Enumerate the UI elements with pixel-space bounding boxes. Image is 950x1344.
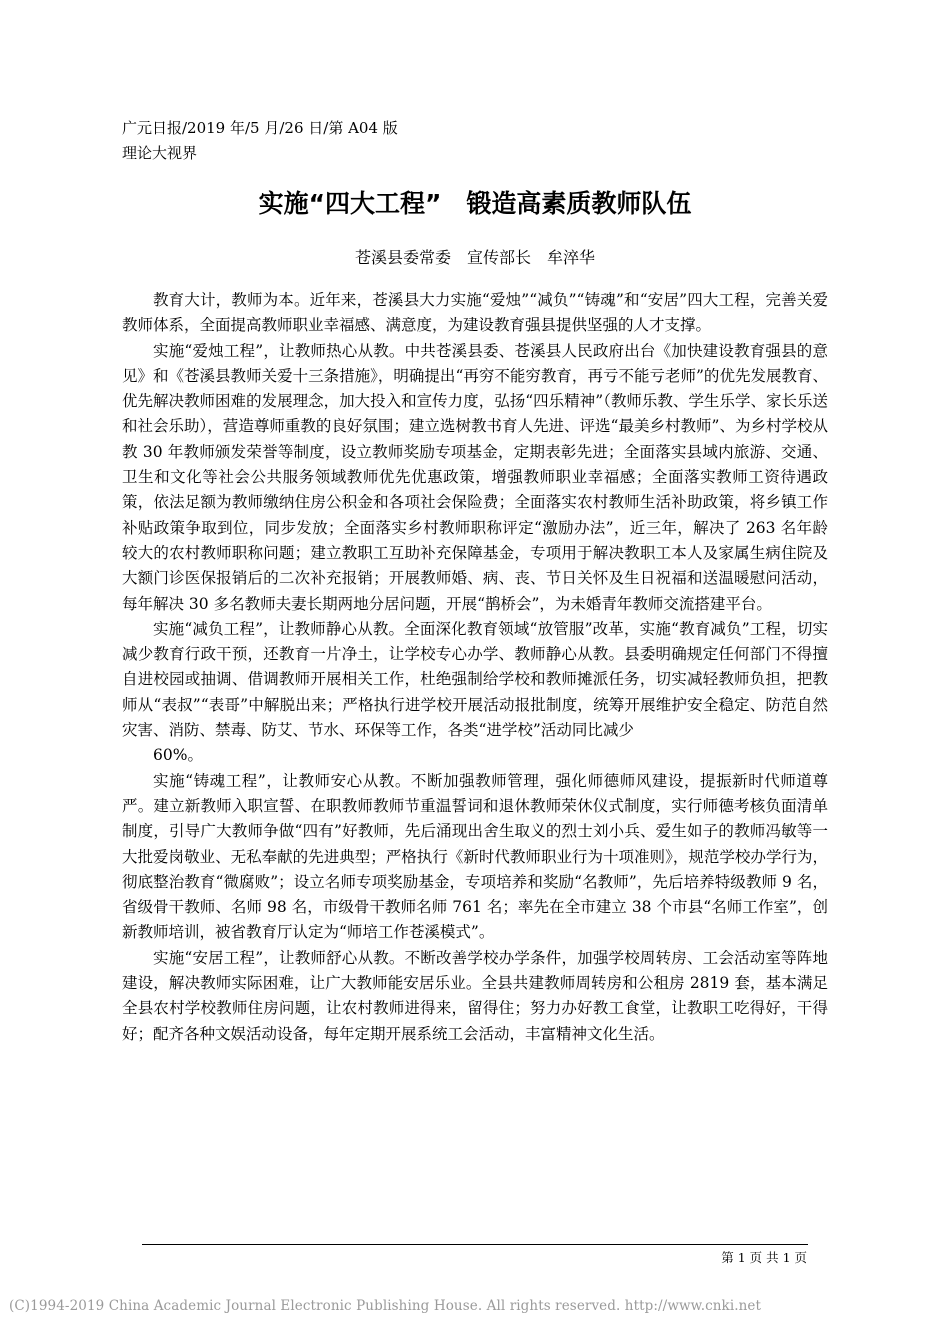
source-line: 广元日报/2019 年/5 月/26 日/第 A04 版 [122,119,398,137]
article-body [122,288,828,1047]
article-author: 苍溪县委常委 宣传部长 牟淬华 [354,248,595,267]
paragraph: 实施“减负工程”，让教师静心从教。全面深化教育领域“放管服”改革，实施“教育减负”工程，切实减少教育行政干预，还教育一片净土，让学校专心办学、教师静心从教。县委明确规定任何部门不得擅自进校园或抽调、借调教师开展相关工作，杜绝强制给学校和教师摊派任务，切实减轻教师负担，把教师从“表叔”“表哥”中解脱出来；严格执行进学校开展活动报批制度，统筹开展维护安全稳定、防范自然灾害、消防、禁毒、防艾、节水、环保等工作，各类“进学校”活动同比减少 [122,619,828,740]
article-title: 实施“四大工程” 锻造高素质教师队伍 [258,189,692,218]
paragraph: 教育大计，教师为本。近年来，苍溪县大力实施“爱烛”“减负”“铸魂”和“安居”四大工程，完善关爱教师体系，全面提高教师职业幸福感、满意度，为建设教育强县提供坚强的人才支撑。 [122,291,828,335]
paragraph: 实施“爱烛工程”，让教师热心从教。中共苍溪县委、苍溪县人民政府出台《加快建设教育强县的意见》和《苍溪县教师关爱十三条措施》，明确提出“再穷不能穷教育，再亏不能亏老师”的优先发展教育、优先解决教师困难的发展理念，加大投入和宣传力度，弘扬“四乐精神”（教师乐教、学生乐学、家长乐送和社会乐助），营造尊师重教的良好氛围；建立选树教书育人先进、评选“最美乡村教师”、为乡村学校从教 30 年教师颁发荣誉等制度，设立教师奖励专项基金，定期表彰先进；全面落实县域内旅游、交通、卫生和文化等社会公共服务领域教师优先优惠政策，增强教师职业幸福感；全面落实教师工资待遇政策，依法足额为教师缴纳住房公积金和各项社会保险费；全面落实农村教师生活补助政策，将乡镇工作补贴政策争取到位，同步发放；全面落实乡村教师职称评定“激励办法”，近三年，解决了 263 名年龄较大的农村教师职称问题；建立教职工互助补充保障基金，专项用于解决教职工本人及家属生病住院及大额门诊医保报销后的二次补充报销；开展教师婚、病、丧、节日关怀及生日祝福和送温暖慰问活动，每年解决 30 多名教师夫妻长期两地分居问题，开展“鹊桥会”，为未婚青年教师交流搭建平台。 [122,341,828,613]
column-name: 理论大视界 [122,144,198,162]
article-meta [122,116,398,166]
paragraph: 实施“安居工程”，让教师舒心从教。不断改善学校办学条件，加强学校周转房、工会活动室等阵地建设，解决教师实际困难，让广大教师能安居乐业。全县共建教师周转房和公租房 2819 套，基本满足全县农村学校教师住房问题，让农村教师进得来，留得住；努力办好教工食堂，让教职工吃得好，干得好；配齐各种文娱活动设备，每年定期开展系统工会活动，丰富精神文化生活。 [122,948,828,1043]
paragraph: 实施“铸魂工程”，让教师安心从教。不断加强教师管理，强化师德师风建设，提振新时代师道尊严。建立新教师入职宣誓、在职教师教师节重温誓词和退休教师荣休仪式制度，实行师德考核负面清单制度，引导广大教师争做“四有”好教师，先后涌现出舍生取义的烈士刘小兵、爱生如子的教师冯敏等一大批爱岗敬业、无私奉献的先进典型；严格执行《新时代教师职业行为十项准则》，规范学校办学行为，彻底整治教育“微腐败”；设立名师专项奖励基金，专项培养和奖励“名教师”，先后培养特级教师 9 名，省级骨干教师、名师 98 名，市级骨干教师名师 761 名；率先在全市建立 38 个市县“名师工作室”，创新教师培训，被省教育厅认定为“师培工作苍溪模式”。 [122,771,828,942]
paragraph: 60%。 [153,746,203,765]
copyright-watermark: (C)1994-2019 China Academic Journal Electronic Publishing House. All rights reserved. http://www.cnki.net [9,1298,762,1314]
page-indicator: 第 1 页 共 1 页 [721,1250,807,1265]
footer-divider [142,1244,808,1245]
